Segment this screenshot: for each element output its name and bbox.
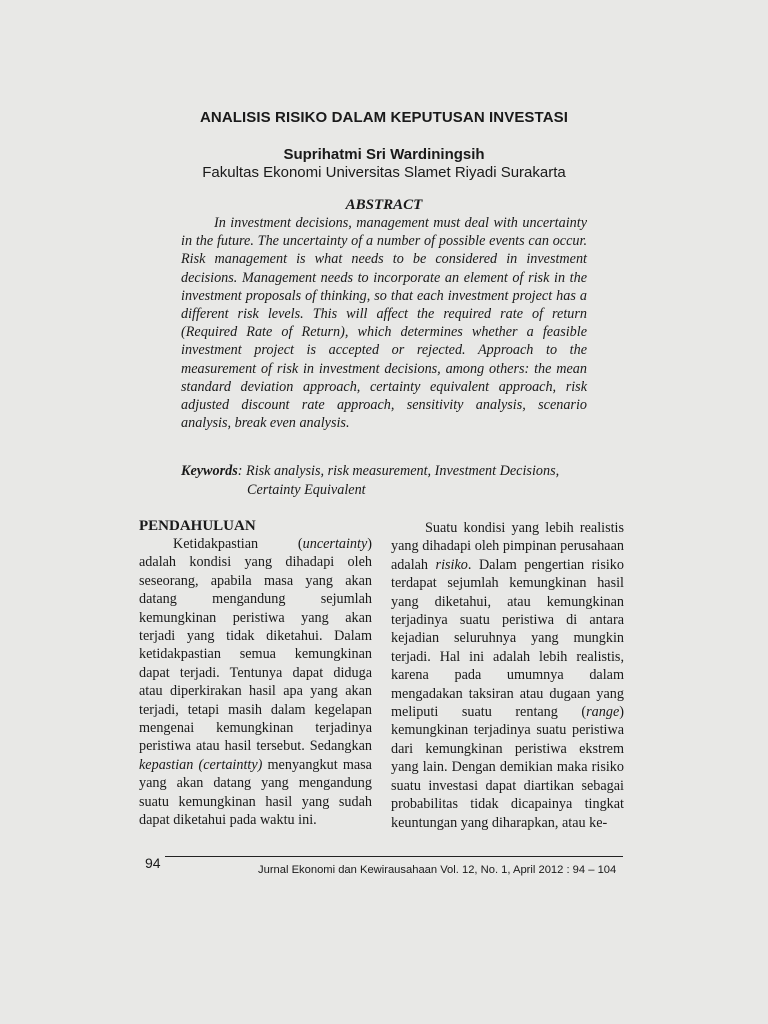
right-paragraph: Suatu kondisi yang lebih realistis yang dihadapi oleh pimpinan perusahaan adalah risiko. Dalam pengertian risiko terdapat sejumlah kemungkinan hasil yang diketahui, atau kemungkinan terjadinya suatu peristiwa di antara kejadian seluruhnya yang mungkin terjadi. Hal ini adalah lebih realistis, karena pada umumnya dalam mengadakan taksiran atau dugaan yang meliputi suatu rentang (range) kemungkinan terjadinya suatu peristiwa dari kemungkinan peristiwa ekstrem yang lain. Dengan demikian maka risiko suatu investasi dapat diartikan sebagai probabilitas tidak dicapainya tingkat keuntungan yang diharapkan, atau ke- xyxy=(391,520,624,831)
author-name: Suprihatmi Sri Wardiningsih xyxy=(283,146,485,163)
abstract-body: In investment decisions, management must deal with uncertainty in the future. The uncertainty of a number of possible events can occur. Risk management is what needs to be considered in investment decisions. Management needs to incorporate an element of risk in the investment proposals of thinking, so that each investment project has a different risk levels. This will affect the required rate of return (Required Rate of Return), which determines whether a feasible investment project is accepted or rejected. Approach to the measurement of risk in investment decisions, among others: the mean standard deviation approach, certainty equivalent approach, risk adjusted discount rate approach, sensitivity analysis, scenario analysis, break even analysis. xyxy=(181,215,587,432)
journal-footer: Jurnal Ekonomi dan Kewirausahaan Vol. 12, No. 1, April 2012 : 94 – 104 xyxy=(258,864,617,876)
left-paragraph: Ketidakpastian (uncertainty) adalah kondisi yang dihadapi oleh seseorang, apabila masa yang akan datang mengandung sejumlah kemungkinan peristiwa yang akan terjadi yang tidak diketahui. Dalam ketidakpastian semua kemungkinan dapat terjadi. Tentunya dapat diduga atau diperkirakan hasil apa yang akan terjadi, tetapi masih dalam kegelapan mengenai kemungkinan terjadinya peristiwa atau hasil tersebut. Sedangkan kepastian (certaintty) menyangkut masa yang akan datang yang mengandung suatu kemungkinan hasil yang sudah dapat diketahui pada waktu ini. xyxy=(139,536,372,829)
paper-title: ANALISIS RISIKO DALAM KEPUTUSAN INVESTASI xyxy=(199,109,568,126)
keywords-label: Keywords xyxy=(181,463,238,479)
abstract-heading: ABSTRACT xyxy=(345,197,423,213)
keywords-line-1: : Risk analysis, risk measurement, Investment Decisions, xyxy=(237,463,560,479)
section-heading: PENDAHULUAN xyxy=(139,518,256,534)
author-affiliation: Fakultas Ekonomi Universitas Slamet Riyadi Surakarta xyxy=(202,164,566,181)
right-column xyxy=(391,519,624,832)
keywords xyxy=(181,462,601,500)
left-column xyxy=(139,517,372,830)
keywords-line-2: Certainty Equivalent xyxy=(247,482,366,498)
footer-rule xyxy=(165,856,623,857)
page-number: 94 xyxy=(145,855,161,871)
